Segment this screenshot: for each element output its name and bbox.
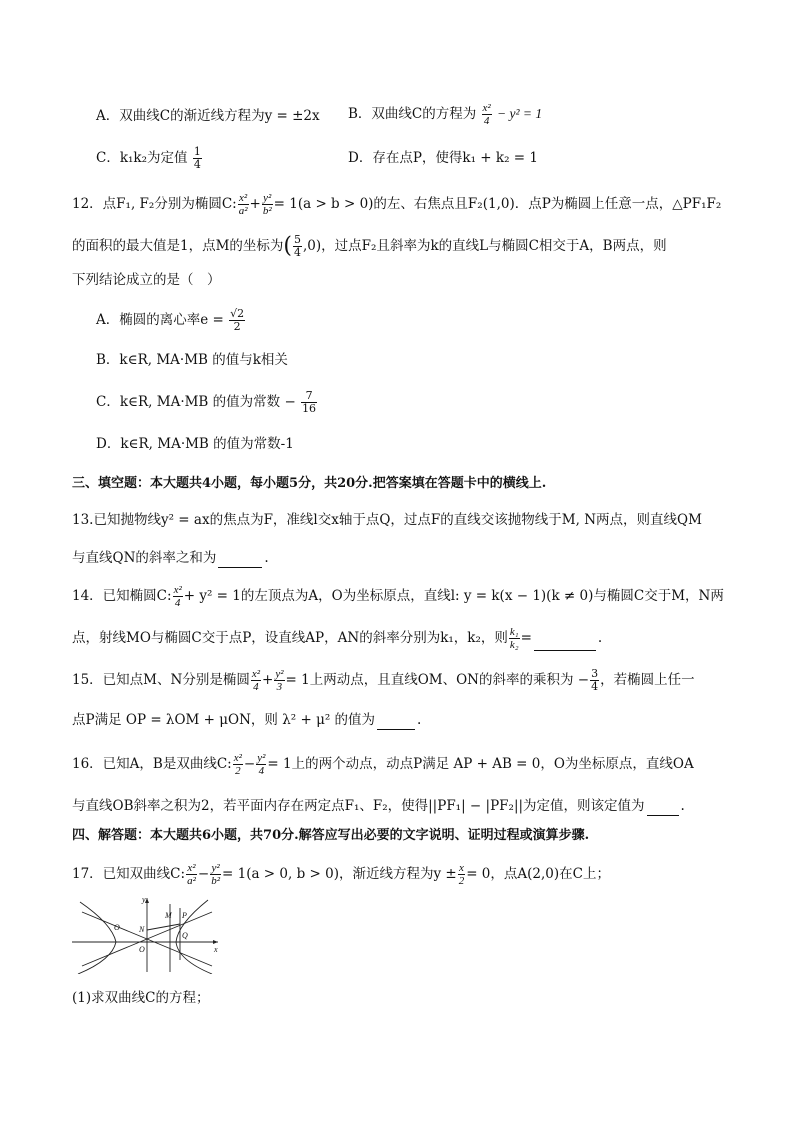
q16-fraction-y: $\frac{\text{y²}}{4}$	[257, 752, 266, 777]
q12-option-c-fraction: $\frac{7}{16}$	[302, 389, 317, 415]
q16-answer-blank[interactable]	[647, 801, 679, 816]
q12-option-a-fraction: $\frac{√2}{2}$	[230, 307, 245, 333]
q14-line-2	[72, 626, 602, 651]
q17-line-1-mid: = 1(a > 0, b > 0)，渐近线方程为y ±	[222, 866, 457, 882]
q12-option-c	[96, 390, 318, 415]
q17-fraction-x: $\frac{\text{x²}}{\text{a²}}$	[187, 862, 196, 887]
q14-fraction-x: $\frac{\text{x²}}{4}$	[173, 584, 182, 609]
q16-line-1-end: = 1上的两个动点，动点P满足 AP + AB = 0，O为坐标原点，直线OA	[267, 756, 694, 772]
q11-option-c-text: C．k₁k₂为定值	[96, 150, 188, 166]
q11-option-b-tail: − y² = 1	[497, 106, 543, 121]
q11-option-d: D．存在点P，使得k₁ + k₂ = 1	[348, 150, 538, 166]
figure-label-p: P	[182, 911, 187, 920]
section-3-title: 三、填空题：本大题共4小题，每小题5分，共20分.把答案填在答题卡中的横线上.	[72, 476, 547, 491]
q17-line-1-end: = 0，点A(2,0)在C上；	[466, 866, 610, 882]
q17-fraction-asym: $\frac{x}{2}$	[458, 862, 465, 887]
figure-label-x: x	[214, 945, 218, 954]
q12-option-a-text: A．椭圆的离心率e =	[96, 312, 224, 328]
q14-line-2-start: 点，射线MO与椭圆C交于点P，设直线AP，AN的斜率分别为k₁，k₂，则	[72, 630, 508, 646]
q17-line-1-start: 17．已知双曲线C:	[72, 866, 186, 882]
q11-option-c-fraction: $\frac{1}{4}$	[193, 145, 201, 171]
q12-fraction-m: $\frac{5}{4}$	[294, 233, 302, 259]
figure-label-m: M	[165, 911, 172, 920]
q14-answer-blank[interactable]	[534, 636, 596, 651]
figure-label-o: O	[139, 945, 145, 954]
q15-fraction-y: $\frac{\text{y²}}{3}$	[275, 668, 284, 693]
q13-answer-blank[interactable]	[218, 553, 262, 568]
q14-end: .	[597, 630, 603, 646]
q16-line-2	[72, 796, 685, 816]
q12-option-b: B．k∈R, MA·MB 的值与k相关	[96, 352, 288, 368]
q13-line-2	[72, 548, 269, 568]
q13-line-1: 13.已知抛物线y² = ax的焦点为F，准线l交x轴于点Q，过点F的直线交该抛物线于M, N两点，则直线QM	[72, 512, 702, 528]
q16-line-1-start: 16．已知A，B是双曲线C:	[72, 756, 232, 772]
q12-line-1-end: = 1(a > b > 0)的左、右焦点且F₂(1,0)．点P为椭圆上任意一点，△PF₁F₂	[273, 196, 722, 212]
q14-line-1	[72, 584, 724, 609]
q11-option-b-fraction: $\frac{\text{x²}}{4}$	[482, 102, 491, 127]
q15-answer-blank[interactable]	[377, 715, 415, 730]
figure-y-arrow	[145, 898, 149, 903]
figure-label-q: Q	[182, 931, 188, 940]
q12-line-1	[72, 192, 721, 217]
q12-open-paren: (	[283, 233, 293, 259]
section-4-title: 四、解答题：本大题共6小题，共70分.解答应写出必要的文字说明、证明过程或演算步骤.	[72, 828, 590, 843]
q11-option-b-text: B．双曲线C的方程为	[348, 106, 477, 122]
q15-end: .	[417, 712, 422, 728]
q11-option-a: A．双曲线C的渐近线方程为y = ±2x	[96, 108, 320, 124]
q15-line-1-start: 15．已知点M、N分别是椭圆	[72, 672, 250, 688]
q16-line-2-text: 与直线OB斜率之积为2，若平面内存在两定点F₁、F₂，使得||PF₁| − |PF₂||为定值，则该定值为	[72, 798, 645, 814]
q12-option-d: D．k∈R, MA·MB 的值为常数-1	[96, 436, 294, 452]
q17-minus: −	[197, 866, 210, 882]
q14-line-1-end: + y² = 1的左顶点为A，O为坐标原点，直线l: y = k(x − 1)(k ≠ 0)与椭圆C交于M，N两	[183, 588, 724, 604]
q16-end: .	[680, 798, 685, 814]
q15-line-2	[72, 710, 421, 730]
q12-option-c-text: C．k∈R, MA·MB 的值为常数 −	[96, 394, 296, 410]
q13-end: .	[264, 550, 269, 566]
q15-plus: +	[262, 672, 274, 688]
q12-plus: +	[249, 196, 261, 212]
q12-fraction-x: $\frac{\text{x²}}{\text{a²}}$	[238, 192, 248, 217]
q12-fraction-y: $\frac{\text{y²}}{\text{b²}}$	[262, 192, 272, 217]
q15-line-1	[72, 668, 695, 693]
q11-option-c	[96, 146, 203, 171]
q16-minus: −	[243, 756, 256, 772]
figure-label-y: y	[142, 895, 146, 904]
q15-fraction-ratio: $\frac{3}{4}$	[591, 667, 599, 693]
q17-fraction-y: $\frac{\text{y²}}{\text{b²}}$	[211, 862, 220, 887]
q14-line-1-start: 14．已知椭圆C:	[72, 588, 172, 604]
q12-line-2-end: ,0)，过点F₂且斜率为k的直线L与椭圆C相交于A，B两点，则	[303, 238, 667, 254]
q15-fraction-x: $\frac{\text{x²}}{4}$	[251, 668, 261, 693]
q12-line-3: 下列结论成立的是（ ）	[72, 272, 221, 288]
q12-line-2	[72, 234, 667, 259]
q17-hyperbola-figure	[72, 894, 222, 974]
q12-line-1-start: 12．点F₁, F₂分别为椭圆C:	[72, 196, 237, 212]
q13-line-2-text: 与直线QN的斜率之和为	[72, 550, 217, 566]
figure-label-n: N	[139, 925, 145, 934]
q14-equals: =	[520, 630, 532, 646]
q17-line-1	[72, 862, 610, 887]
q12-option-a	[96, 308, 246, 333]
q17-sub-1: (1)求双曲线C的方程；	[72, 990, 210, 1006]
figure-label-o-left: O	[114, 923, 120, 932]
q11-option-b	[348, 102, 542, 127]
q16-fraction-x: $\frac{\text{x²}}{2}$	[233, 752, 242, 777]
q12-line-2-start: 的面积的最大值是1，点M的坐标为	[72, 238, 284, 254]
q15-line-1-mid: = 1上两动点，且直线OM、ON的斜率的乘积为 −	[285, 672, 590, 688]
q14-fraction-k: $\frac{\text{k₁}}{\text{k₂}}$	[509, 626, 519, 651]
q15-line-2-text: 点P满足 OP = λOM + μON，则 λ² + μ² 的值为	[72, 712, 376, 728]
q15-line-1-end: ，若椭圆上任一	[600, 672, 695, 688]
q16-line-1	[72, 752, 694, 777]
figure-x-arrow	[213, 940, 218, 944]
